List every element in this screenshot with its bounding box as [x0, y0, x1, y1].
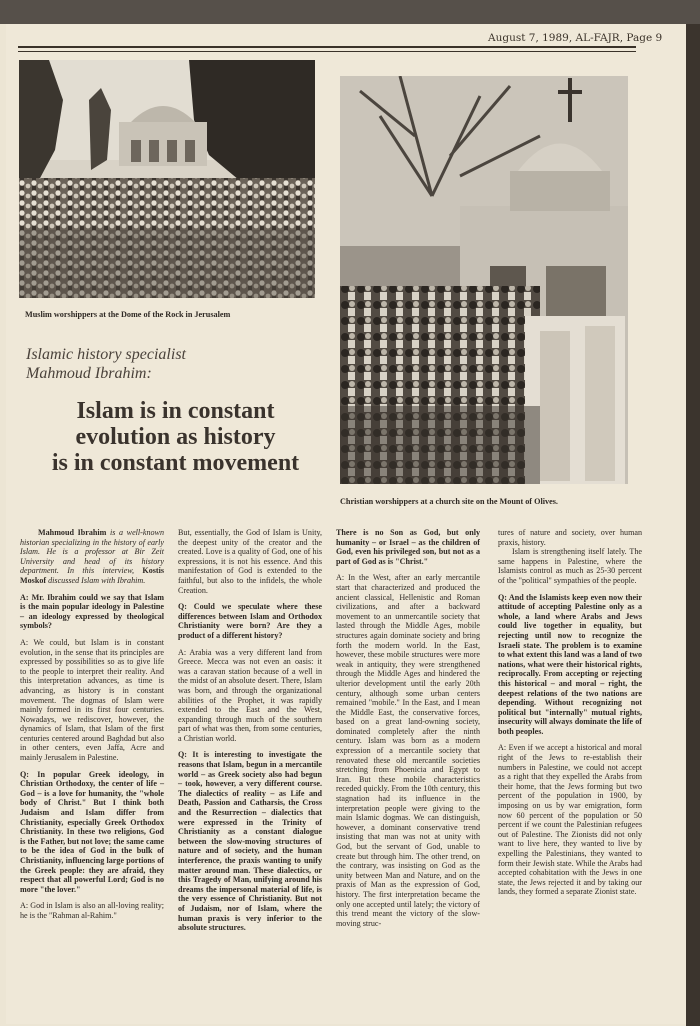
answer-1: A: We could, but Islam is in constant evolution, in the sense that its principles are expressed by possibilities so as to give life to the people to interpret their reality. And this interpretation advances, as time is advancing, as history is in constant movement. The dogmas of Islam were mainly formed in its first four centuries. Nowadays, we rediscover, however, the dynamics of Islam, that Islam of the first centuries centered around Baghdad but also in other centers, even Jaffa, Acre and mainly Jerusalem in Palestine. [20, 637, 164, 763]
article-intro [20, 528, 164, 586]
headline-line-1: Islam is in constant [76, 398, 275, 424]
scan-right-edge [686, 24, 700, 1026]
page-header: August 7, 1989, AL-FAJR, Page 9 [488, 32, 663, 44]
article-column-1 [20, 528, 164, 928]
answer-5: A: Even if we accept a historical and moral right of the Jews to re-establish their numbers in Palestine, we could not accept as a right that they expelled the Arabs from their home, that the Jews forming but two percent of the population in 1900, by imposing on us by war emigration, form now 60 percent of the population or 50 percent if we count the Palestinian refugees out of Palestine. The Zionists did not only want to live here, they wanted to live by expelling the Palestinians, they wanted to form their Jewish state. While the Arabs had accepted cohabitation with the Jews in one state, the Jews rejected it and by taking our lands, they formed a separate Zionist state. [498, 743, 642, 897]
kicker-line-1: Islamic history specialist [26, 346, 186, 363]
question-4-continued: There is no Son as God, but only humanity – or Israel – as the children of God, even his privileged son, but not as a part of God as is "Christ." [336, 528, 480, 566]
headline-line-3: is in constant movement [51, 450, 300, 476]
intro-name: Mahmoud Ibrahim [38, 528, 107, 537]
photo-mount-of-olives [340, 76, 628, 484]
answer-2: A: God in Islam is also an all-loving reality; he is the "Rahman al-Rahim." [20, 901, 164, 920]
answer-4: A: In the West, after an early mercantile start that characterized and produced the ancient classical, Hellenistic and Roman civilizations, and after a backward movement to an unmercantile society that lasted through the Middle Ages, mobile structures again dominate society and bring forth the modern world. In the East, however, these mobile structures were more weak in antiquity, they were strengthened through the Middle Ages and hindered the ulterior development until the early 20th century, although some urban centers remained "mobile." In the East, and I mean the Middle East, the conservative forces, based on a great land-owning society, dominated completely after the ninth century. Islam was born as a modern expression of a mercantile society that renovated these old mercantile societies stretching from Phoenicia and Egypt to Iran. But these mobile characteristics receded quickly. From the 10th century, this stagnation had its influence in the interpretation people were giving to the main Islamic dogmas. We can distinguish, however, a dominant conservative trend insisting that man was not at unity with God, but the servant of God, unable to create but through him. The other trend, on the contrary, was insisting on God as the unity between Man and Nature, and on the praxis of Man as the expression of God, history. The first interpretation became the only one accepted until lately; the victory of this trend meant the victory of the slow-moving struc- [336, 573, 480, 928]
article-column-2 [178, 528, 322, 940]
headline-line-2: evolution as history [75, 424, 276, 450]
header-rule [18, 46, 636, 48]
intro-end: discussed Islam with Ibrahim. [46, 575, 146, 585]
answer-3: A: Arabia was a very different land from Greece. Mecca was not even an oasis: it was a caravan station because of a well in the midst of an absolute desert. There, Islam was born, and through the organizational abilities of the Prophet, it was rapidly extended to the East and the West, expanding through much of the southern part of what was then, from some centuries, a Christian world. [178, 647, 322, 743]
header-rule-thin [18, 51, 636, 52]
intro-text: is a well-known historian specializing in the history of early Islam. He is a professor at Bir Zeit University and head of its history department. In this interview, [20, 528, 164, 576]
article-column-4 [498, 528, 642, 904]
question-4: Q: It is interesting to investigate the reasons that Islam, begun in a mercantile world – as Greek society also had begun – took, however, a very different course. The dialectics of reality – as Life and Death, Passion and Catharsis, the Cross and the Resurrection – dialectics that were expressed in the Trinity of Christianity as a constant dialogue between the slow-moving structures of nature and of society, and the human interference, the praxis wanting to unify matter around man. These dialectics, or this Tragedy of Man, unifying around his dreams the impersonal material of life, is the very essence of Christianity. But not of Judaism, nor of Islam, where the human praxis is very inferior to the absolute structures. [178, 750, 322, 933]
answer-2-continued: But, essentially, the God of Islam is Unity, the deepest unity of the creator and the created. Love is a quality of God, one of his expressions, it is not his essence. And this manifestation of God is extended to the faithful, but also to the infidels, the whole Creation. [178, 528, 322, 595]
question-2: Q: In popular Greek ideology, in Christian Orthodoxy, the center of life – God – is a love for humanity, the "whole body of Christ." But I think both Judaism and Islam differ from Christianity, especially Greek Orthodox Christianity. In these two religions, God is the Father, but not love; the same came to be the idea of God in the bulk of Christianity, influencing large portions of the Greek people: they are afraid, they respect that all powerful Lord; God is no more "the lover." [20, 769, 164, 894]
article-headline [18, 398, 333, 476]
scan-top-edge [0, 0, 700, 24]
intro-interviewer: Kostis Moskof [20, 566, 164, 585]
answer-4-continued: tures of nature and society, over human praxis, history. [498, 528, 642, 547]
question-1: A: Mr. Ibrahim could we say that Islam is the main popular ideology in Palestine – an ideology expressed by theological symbols? [20, 592, 164, 631]
answer-4-paragraph-2: Islam is strengthening itself lately. The same happens in Palestine, where the Islamists control as much as 25-30 percent of the "political" sympathies of the people. [498, 547, 642, 585]
kicker-line-2: Mahmoud Ibrahim: [26, 365, 152, 382]
article-column-3 [336, 528, 480, 935]
photo-dome-of-the-rock [19, 60, 315, 298]
question-5: Q: And the Islamists keep even now their attitude of accepting Palestine only as a whole, a land where Arabs and Jews could live together in equality, but rejecting until now to recognize the Israeli state. The problem is to examine to what extent this land was a land of two nations, what were their historical rights, reciprocally. From accepting or rejecting this historical – and moral – right, the deepest relations of the two nations are depending. Without recognizing not political but "internally" mutual rights, insecurity will always dominate the life of both peoples. [498, 592, 642, 736]
photo-caption-left: Muslim worshippers at the Dome of the Rock in Jerusalem [25, 310, 231, 319]
photo-caption-right: Christian worshippers at a church site on the Mount of Olives. [340, 497, 558, 506]
question-3: Q: Could we speculate where these differences between Islam and Orthodox Christianity were born? Are they a product of a different history? [178, 602, 322, 640]
article-kicker [26, 345, 326, 383]
